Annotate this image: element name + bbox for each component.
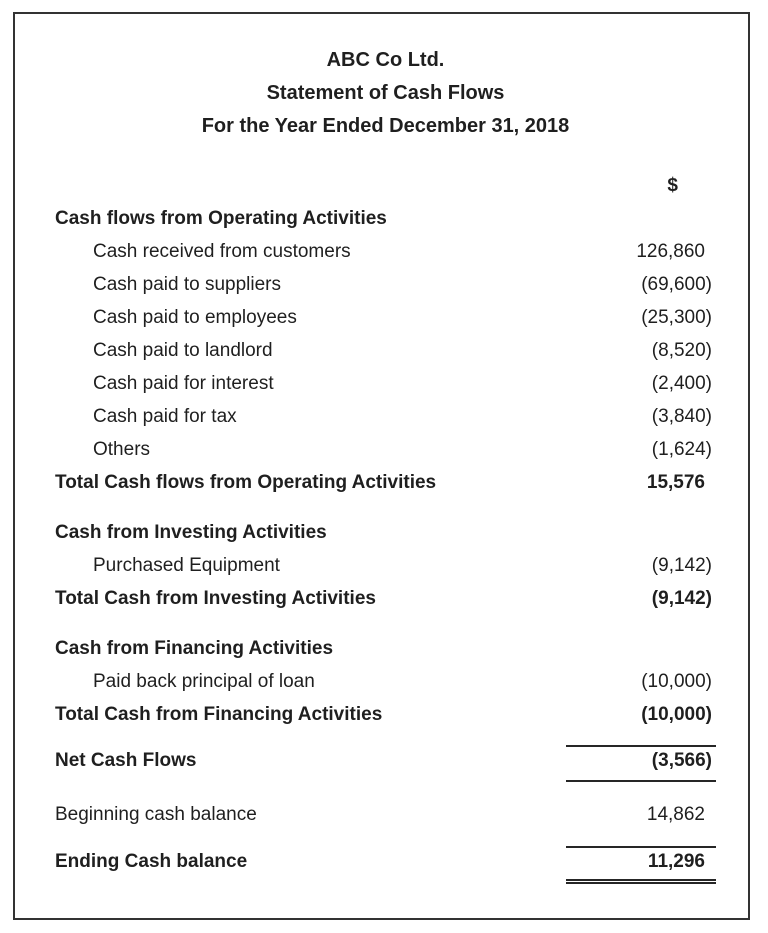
line-item-amount: (1,624) (651, 438, 712, 460)
net-cash-flows-amount: (3,566) (566, 745, 716, 782)
line-item-row (55, 367, 716, 400)
line-item-amount: (69,600) (641, 273, 712, 295)
section-header-label: Cash from Financing Activities (55, 637, 334, 659)
section-total-label: Total Cash flows from Operating Activities (55, 471, 437, 493)
section-total-amount: (10,000) (641, 703, 712, 725)
section-total-row-investing (55, 582, 716, 615)
line-item-amount: (3,840) (651, 405, 712, 427)
line-item-row (55, 400, 716, 433)
ending-balance-amount: 11,296 (566, 846, 716, 881)
statement-border-frame (13, 12, 750, 920)
line-item-row (55, 433, 716, 466)
line-item-amount: (25,300) (641, 306, 712, 328)
line-item-amount: (9,142) (651, 554, 712, 576)
line-item-label: Purchased Equipment (93, 554, 280, 576)
beginning-balance-row (55, 798, 716, 831)
line-item-row (55, 268, 716, 301)
line-item-amount: (2,400) (651, 372, 712, 394)
line-item-label: Cash paid for interest (93, 372, 274, 394)
line-item-amount: 126,860 (636, 240, 705, 262)
line-item-label: Cash paid for tax (93, 405, 237, 427)
line-item-row (55, 235, 716, 268)
line-item-row (55, 665, 716, 698)
line-item-label: Cash received from customers (93, 240, 351, 262)
section-total-row-financing (55, 698, 716, 731)
section-header-row-financing (55, 632, 716, 665)
line-item-row (55, 549, 716, 582)
line-item-amount: (8,520) (651, 339, 712, 361)
line-item-label: Cash paid to suppliers (93, 273, 281, 295)
statement-heading (55, 44, 716, 143)
line-item-label: Cash paid to landlord (93, 339, 273, 361)
line-item-amount: (10,000) (641, 670, 712, 692)
statement-title: Statement of Cash Flows (266, 82, 505, 104)
cash-flow-statement (15, 14, 748, 881)
ending-balance-row (55, 846, 716, 881)
line-item-label: Cash paid to employees (93, 306, 297, 328)
beginning-balance-amount: 14,862 (646, 803, 705, 825)
section-total-amount: (9,142) (651, 587, 712, 609)
beginning-balance-label: Beginning cash balance (55, 803, 257, 825)
line-item-label: Others (93, 438, 151, 460)
statement-period: For the Year Ended December 31, 2018 (201, 115, 570, 137)
net-cash-flows-label: Net Cash Flows (55, 750, 197, 771)
section-total-label: Total Cash from Investing Activities (55, 587, 376, 609)
section-total-row-operating (55, 466, 716, 499)
line-item-row (55, 301, 716, 334)
section-header-row-investing (55, 516, 716, 549)
line-item-label: Paid back principal of loan (93, 670, 315, 692)
net-cash-flows-row (55, 745, 716, 782)
section-total-amount: 15,576 (646, 471, 705, 493)
ending-balance-label: Ending Cash balance (55, 851, 248, 872)
currency-column-header: $ (667, 174, 678, 196)
section-header-row-operating (55, 202, 716, 235)
company-name: ABC Co Ltd. (326, 49, 445, 71)
section-total-label: Total Cash from Financing Activities (55, 703, 383, 725)
section-header-label: Cash from Investing Activities (55, 521, 327, 543)
column-header-row (55, 169, 716, 202)
section-header-label: Cash flows from Operating Activities (55, 207, 387, 229)
line-item-row (55, 334, 716, 367)
